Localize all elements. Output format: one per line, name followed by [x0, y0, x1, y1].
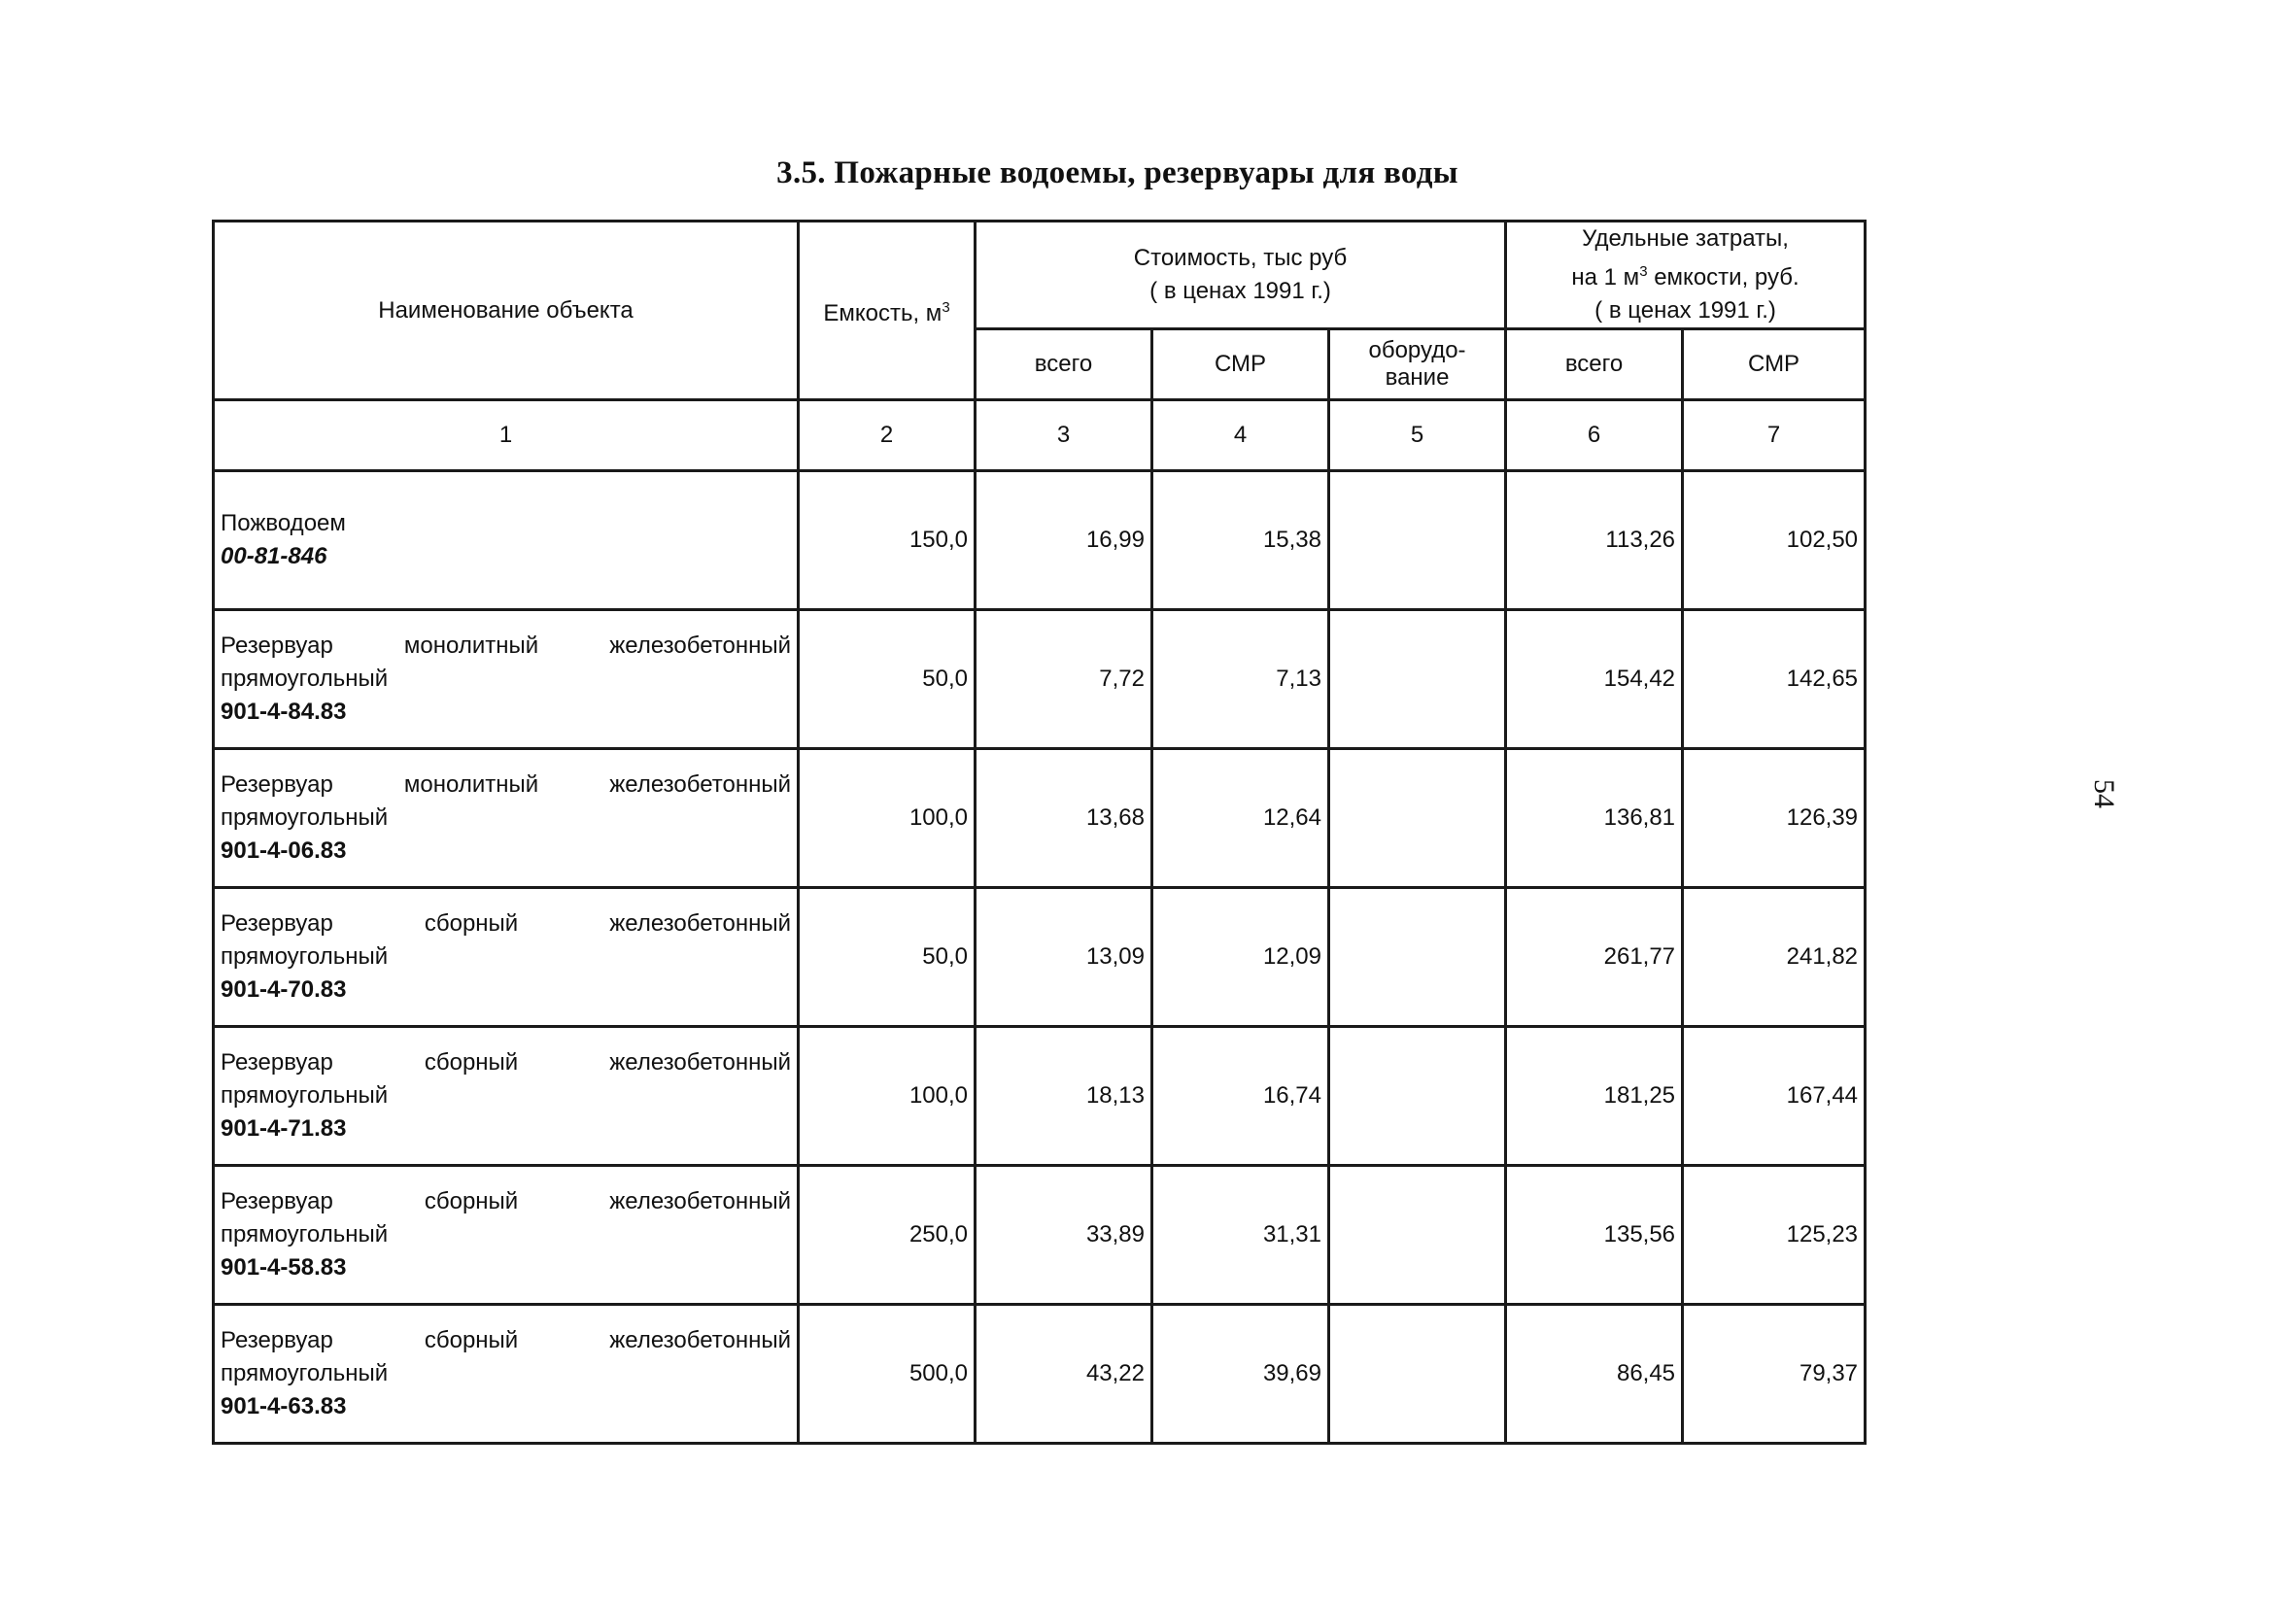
cost-total-value: 13,09: [976, 888, 1152, 1027]
object-name-line2: прямоугольный: [221, 1360, 389, 1386]
object-name-word: Резервуар: [221, 1049, 333, 1076]
object-name-word: монолитный: [403, 632, 539, 659]
capacity-value: 100,0: [799, 749, 976, 888]
capacity-value: 250,0: [799, 1166, 976, 1305]
object-name-cell: [214, 610, 799, 749]
object-name-word: сборный: [424, 1327, 519, 1353]
object-name-word: железобетонный: [609, 1327, 791, 1353]
header-cost-smr: СМР: [1152, 329, 1329, 400]
object-name-word: сборный: [424, 1188, 519, 1214]
specific-smr-value: 102,50: [1683, 471, 1866, 610]
object-name-word: Резервуар: [221, 771, 333, 798]
page-number: 54: [2088, 779, 2120, 808]
cost-total-value: 18,13: [976, 1027, 1152, 1166]
specific-total-value: 136,81: [1506, 749, 1683, 888]
cost-smr-value: 39,69: [1152, 1305, 1329, 1444]
cost-equipment-value: [1329, 749, 1506, 888]
column-number: 3: [976, 400, 1152, 471]
object-name-word: сборный: [424, 910, 519, 937]
object-name-word: монолитный: [403, 771, 539, 798]
capacity-value: 100,0: [799, 1027, 976, 1166]
specific-smr-value: 167,44: [1683, 1027, 1866, 1166]
specific-total-value: 261,77: [1506, 888, 1683, 1027]
object-name-cell: [214, 471, 799, 610]
table-row: [214, 1305, 1866, 1444]
header-cost-total: всего: [976, 329, 1152, 400]
object-name-line2: прямоугольный: [221, 943, 389, 970]
object-code: 00-81-846: [221, 543, 327, 569]
cost-total-value: 33,89: [976, 1166, 1152, 1305]
object-name-line2: прямоугольный: [221, 666, 389, 692]
object-name-cell: [214, 1166, 799, 1305]
cost-smr-value: 31,31: [1152, 1166, 1329, 1305]
header-cost-group: Стоимость, тыс руб ( в ценах 1991 г.): [976, 222, 1506, 329]
object-name-word: железобетонный: [609, 910, 791, 937]
object-code: 901-4-70.83: [221, 976, 347, 1003]
header-cost-equipment: оборудо- вание: [1329, 329, 1506, 400]
object-name-word: железобетонный: [609, 771, 791, 798]
specific-total-value: 135,56: [1506, 1166, 1683, 1305]
capacity-value: 50,0: [799, 610, 976, 749]
object-code: 901-4-63.83: [221, 1393, 347, 1419]
object-code: 901-4-58.83: [221, 1254, 347, 1281]
object-name-cell: [214, 888, 799, 1027]
object-name-word: железобетонный: [609, 1049, 791, 1076]
table-row: [214, 1166, 1866, 1305]
cost-smr-value: 15,38: [1152, 471, 1329, 610]
cost-total-value: 43,22: [976, 1305, 1152, 1444]
object-name-cell: [214, 1305, 799, 1444]
specific-smr-value: 241,82: [1683, 888, 1866, 1027]
cost-total-value: 16,99: [976, 471, 1152, 610]
column-number: 5: [1329, 400, 1506, 471]
cost-smr-value: 12,64: [1152, 749, 1329, 888]
table-row: [214, 610, 1866, 749]
column-number: 2: [799, 400, 976, 471]
specific-total-value: 86,45: [1506, 1305, 1683, 1444]
cost-smr-value: 16,74: [1152, 1027, 1329, 1166]
object-name-word: Резервуар: [221, 1327, 333, 1353]
object-name-cell: [214, 1027, 799, 1166]
object-name-line2: прямоугольный: [221, 1082, 389, 1109]
specific-smr-value: 125,23: [1683, 1166, 1866, 1305]
capacity-value: 500,0: [799, 1305, 976, 1444]
capacity-value: 50,0: [799, 888, 976, 1027]
column-number: 1: [214, 400, 799, 471]
object-name-line2: прямоугольный: [221, 804, 389, 831]
cost-equipment-value: [1329, 610, 1506, 749]
cost-smr-value: 12,09: [1152, 888, 1329, 1027]
object-name-word: железобетонный: [609, 1188, 791, 1214]
object-code: 901-4-84.83: [221, 699, 347, 725]
specific-smr-value: 126,39: [1683, 749, 1866, 888]
table-row: [214, 749, 1866, 888]
header-specific-smr: СМР: [1683, 329, 1866, 400]
cost-equipment-value: [1329, 1305, 1506, 1444]
object-name-word: сборный: [424, 1049, 519, 1076]
cost-smr-value: 7,13: [1152, 610, 1329, 749]
header-name: Наименование объекта: [214, 222, 799, 400]
cost-total-value: 7,72: [976, 610, 1152, 749]
object-name-cell: [214, 749, 799, 888]
cost-equipment-value: [1329, 888, 1506, 1027]
specific-total-value: 113,26: [1506, 471, 1683, 610]
object-code: 901-4-06.83: [221, 837, 347, 864]
cost-equipment-value: [1329, 1027, 1506, 1166]
object-code: 901-4-71.83: [221, 1115, 347, 1142]
cost-equipment-value: [1329, 471, 1506, 610]
specific-smr-value: 79,37: [1683, 1305, 1866, 1444]
specific-total-value: 154,42: [1506, 610, 1683, 749]
column-number: 6: [1506, 400, 1683, 471]
header-specific-costs-group: Удельные затраты, на 1 $м^3$ емкости, руб. ( в ценах 1991 г.): [1506, 222, 1866, 329]
object-name-word: железобетонный: [609, 632, 791, 659]
object-name-word: Резервуар: [221, 1188, 333, 1214]
header-specific-total: всего: [1506, 329, 1683, 400]
specific-total-value: 181,25: [1506, 1027, 1683, 1166]
capacity-value: 150,0: [799, 471, 976, 610]
header-capacity: Емкость, $м^3$: [799, 222, 976, 400]
column-number: 7: [1683, 400, 1866, 471]
cost-total-value: 13,68: [976, 749, 1152, 888]
cost-equipment-value: [1329, 1166, 1506, 1305]
table-row: [214, 1027, 1866, 1166]
object-name-word: Резервуар: [221, 910, 333, 937]
water-reservoir-cost-table: [212, 220, 1867, 1445]
table-row: [214, 471, 1866, 610]
object-name-word: Резервуар: [221, 632, 333, 659]
specific-smr-value: 142,65: [1683, 610, 1866, 749]
table-row: [214, 888, 1866, 1027]
object-name: Пожводоем: [221, 510, 346, 536]
page-title: 3.5. Пожарные водоемы, резервуары для воды: [776, 155, 1458, 190]
object-name-line2: прямоугольный: [221, 1221, 389, 1247]
column-number: 4: [1152, 400, 1329, 471]
